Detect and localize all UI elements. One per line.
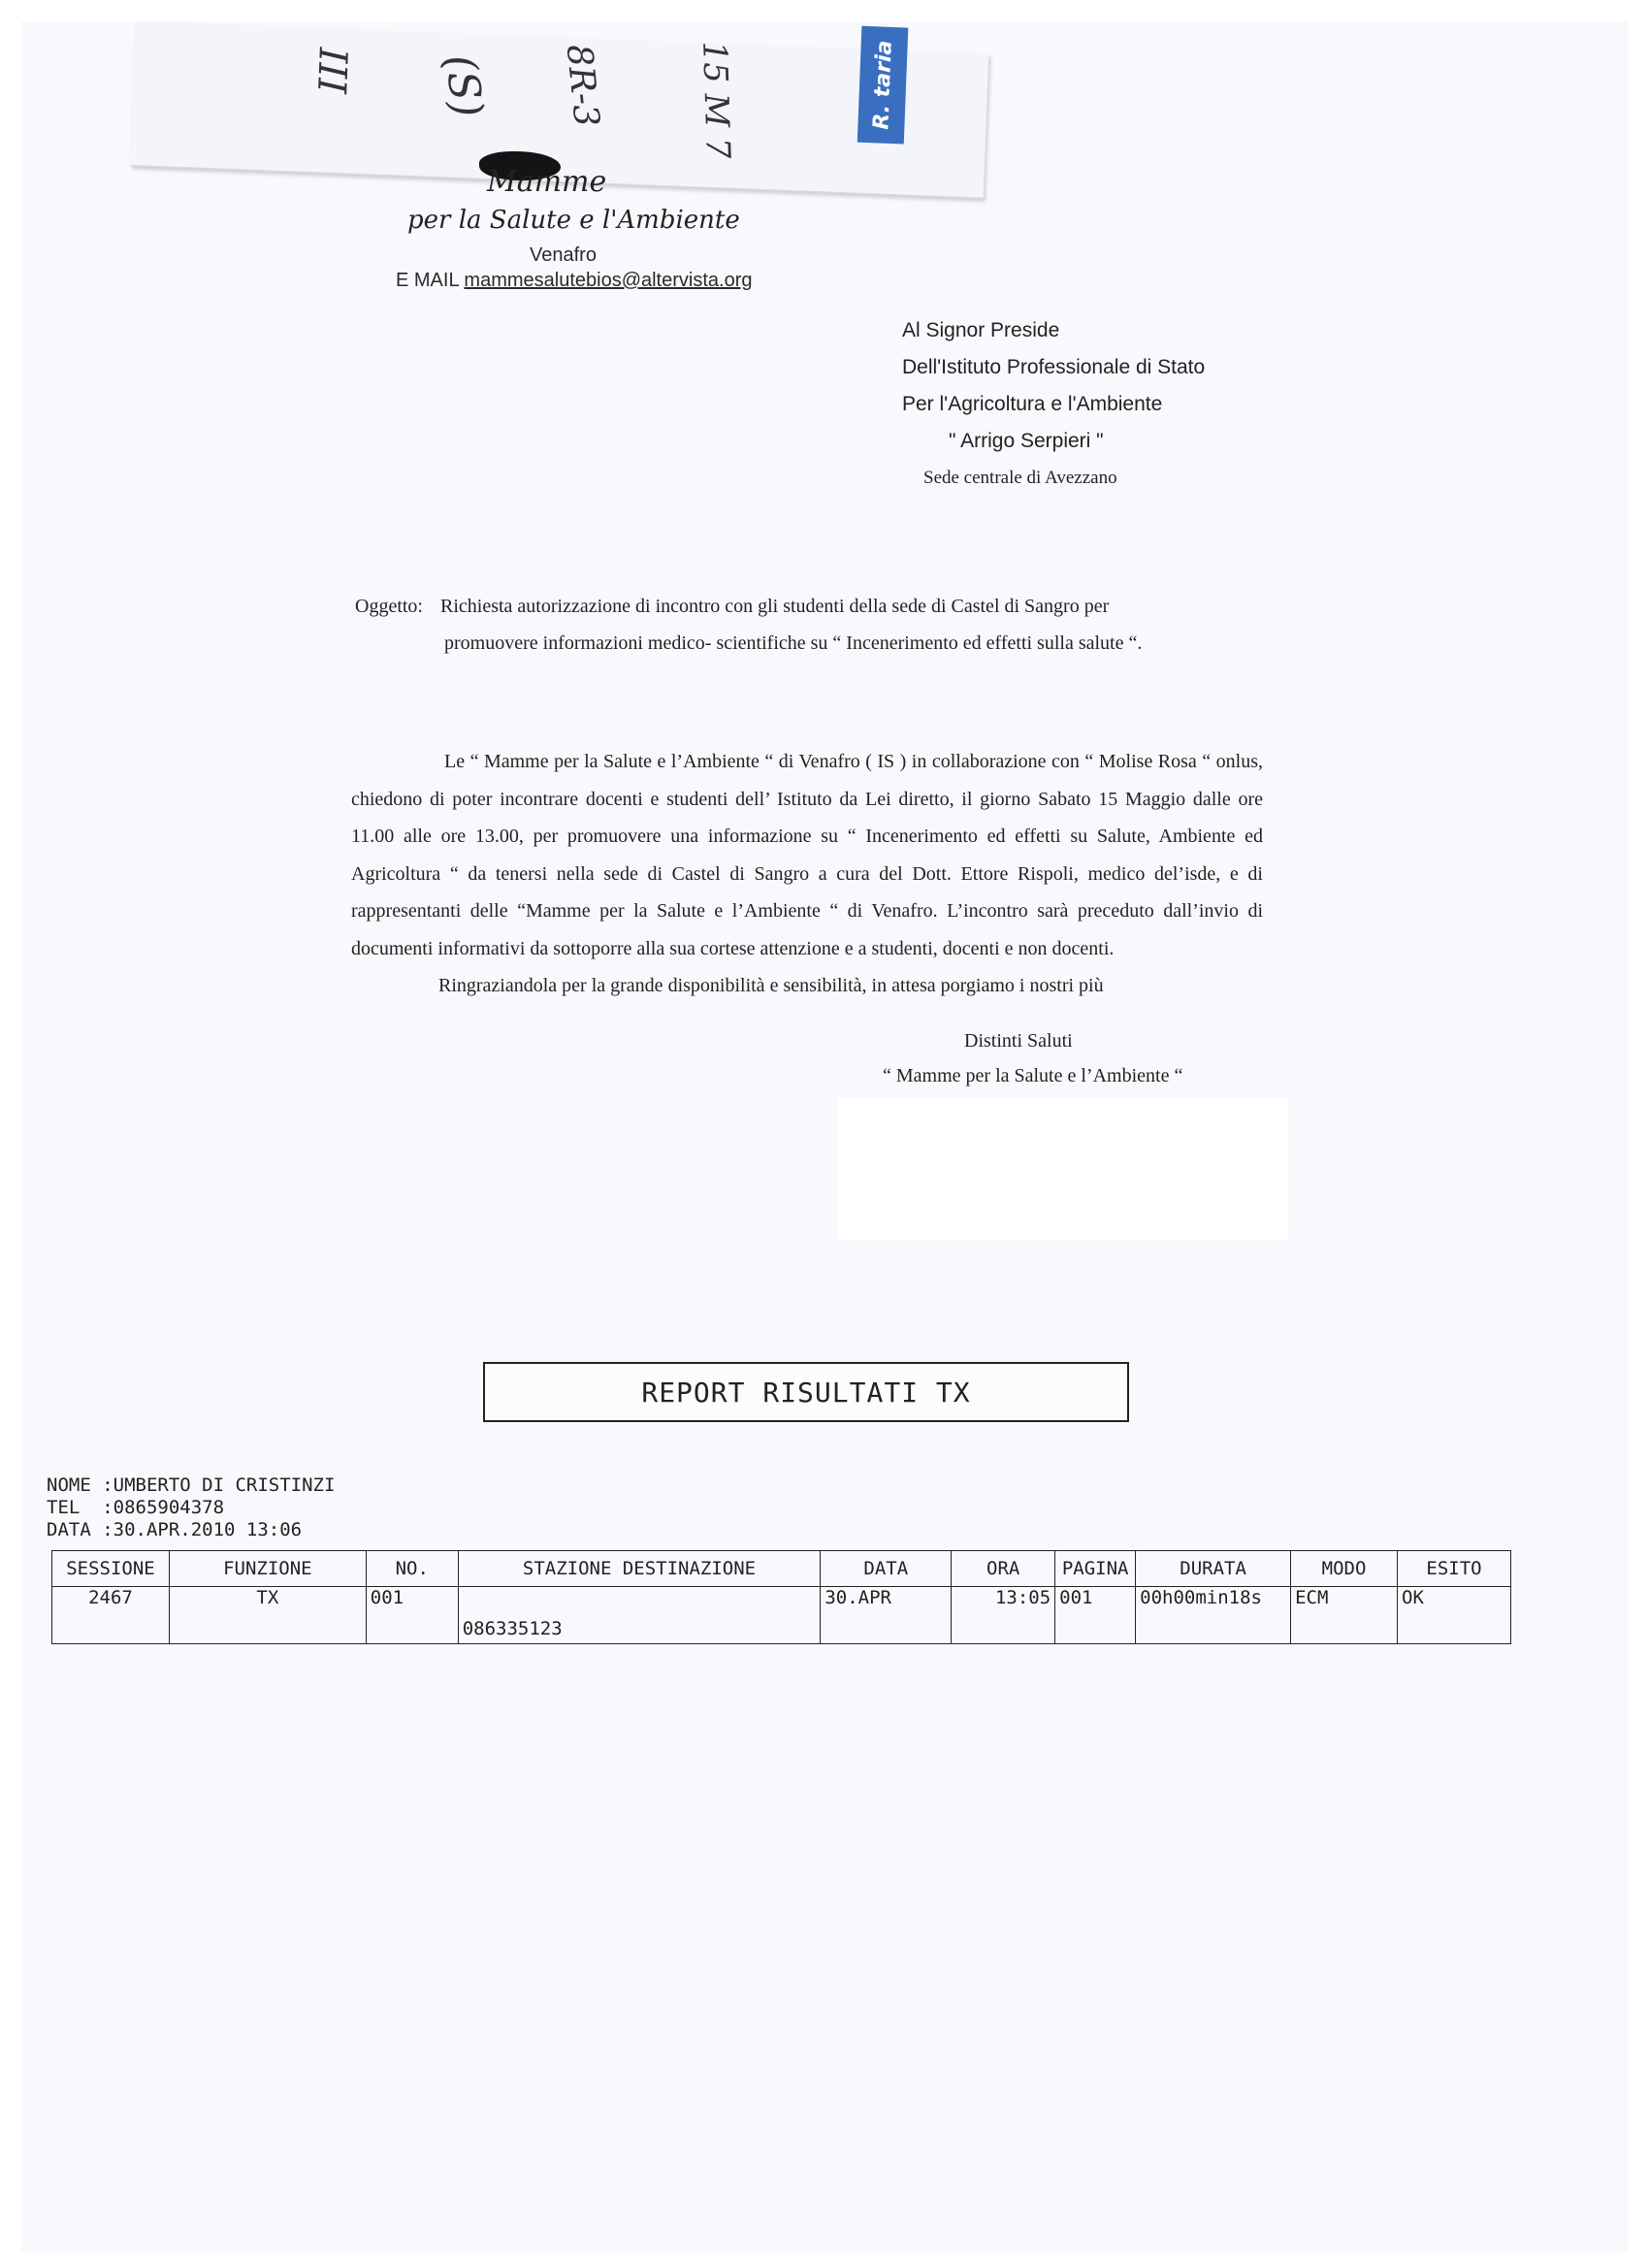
org-email-line xyxy=(396,270,753,292)
report-tel: TEL :0865904378 xyxy=(47,1497,225,1518)
email-link[interactable]: mammesalutebios@altervista.org xyxy=(464,270,753,291)
handwritten-mark: III xyxy=(308,47,355,95)
column-header: DURATA xyxy=(1136,1551,1291,1587)
addressee-line: Per l'Agricoltura e l'Ambiente xyxy=(902,393,1163,415)
column-header: DATA xyxy=(821,1551,952,1587)
redaction-box xyxy=(838,1098,1288,1240)
org-subtitle: per la Salute e l'Ambiente xyxy=(407,206,740,235)
report-meta xyxy=(47,1474,335,1541)
column-header: PAGINA xyxy=(1055,1551,1136,1587)
handwritten-mark: 15 M 7 xyxy=(695,40,737,160)
cell-stazione: 086335123 xyxy=(458,1587,821,1644)
table-header-row xyxy=(52,1551,1511,1587)
subject-line: Richiesta autorizzazione di incontro con gli studenti della sede di Castel di Sangro per xyxy=(440,596,1110,617)
cell-pagina: 001 xyxy=(1055,1587,1136,1644)
org-name: Mamme xyxy=(487,165,607,199)
column-header: FUNZIONE xyxy=(169,1551,366,1587)
report-nome: NOME :UMBERTO DI CRISTINZI xyxy=(47,1474,336,1496)
cell-esito: OK xyxy=(1398,1587,1511,1644)
cell-durata: 00h00min18s xyxy=(1136,1587,1291,1644)
tx-report-table xyxy=(51,1550,1511,1644)
cell-data: 30.APR xyxy=(821,1587,952,1644)
addressee-block xyxy=(902,312,1205,497)
column-header: ORA xyxy=(952,1551,1055,1587)
table-row xyxy=(52,1587,1511,1644)
report-title: REPORT RISULTATI TX xyxy=(483,1362,1129,1422)
org-city: Venafro xyxy=(530,244,597,266)
handwritten-mark: 8R-3 xyxy=(558,42,607,129)
addressee-line: " Arrigo Serpieri " xyxy=(949,430,1104,452)
cell-funzione: TX xyxy=(169,1587,366,1644)
cell-ora: 13:05 xyxy=(952,1587,1055,1644)
column-header: MODO xyxy=(1291,1551,1398,1587)
column-header: SESSIONE xyxy=(52,1551,170,1587)
subject-label: Oggetto: xyxy=(355,596,423,617)
body-paragraph: Le “ Mamme per la Salute e l’Ambiente “ di Venafro ( IS ) in collaborazione con “ Molise Rosa “ onlus, chiedono di poter incontrare docenti e studenti dell’ Istituto da Lei diretto, il giorno Sabato 15 Maggio dalle ore 11.00 alle ore 13.00, per promuovere una informazione su “ Incenerimento ed effetti su Salute, Ambiente ed Agricoltura “ da tenersi nella sede di Castel di Sangro a cura del Dott. Ettore Rispoli, medico del’isde, e di rappresentanti delle “Mamme per la Salute e l’Ambiente “ di Venafro. L’incontro sarà preceduto dall’invio di documenti informativi da sottoporre alla sua cortese attenzione e a studenti, docenti e non docenti. xyxy=(351,751,1263,959)
cell-sessione: 2467 xyxy=(52,1587,170,1644)
letter-body xyxy=(351,743,1263,1005)
addressee-line: Al Signor Preside xyxy=(902,319,1060,341)
cell-no: 001 xyxy=(366,1587,458,1644)
addressee-line: Sede centrale di Avezzano xyxy=(923,468,1117,488)
column-header: ESITO xyxy=(1398,1551,1511,1587)
closing-signature: “ Mamme per la Salute e l’Ambiente “ xyxy=(883,1065,1183,1086)
closing-greeting: Distinti Saluti xyxy=(964,1030,1073,1052)
scanned-page xyxy=(21,21,1628,2252)
cell-modo: ECM xyxy=(1291,1587,1398,1644)
blue-stamp-label: R. taria xyxy=(857,26,909,145)
handwritten-mark: (S) xyxy=(435,51,493,120)
subject-line: promuovere informazioni medico- scientifiche su “ Incenerimento ed effetti sulla salute “. xyxy=(444,632,1143,654)
addressee-line: Dell'Istituto Professionale di Stato xyxy=(902,356,1206,378)
body-paragraph: Ringraziandola per la grande disponibilità e sensibilità, in attesa porgiamo i nostri più xyxy=(438,975,1104,996)
subject-block xyxy=(355,588,1267,662)
column-header: NO. xyxy=(366,1551,458,1587)
report-data: DATA :30.APR.2010 13:06 xyxy=(47,1519,303,1540)
email-label: E MAIL xyxy=(396,270,459,291)
column-header: STAZIONE DESTINAZIONE xyxy=(458,1551,821,1587)
